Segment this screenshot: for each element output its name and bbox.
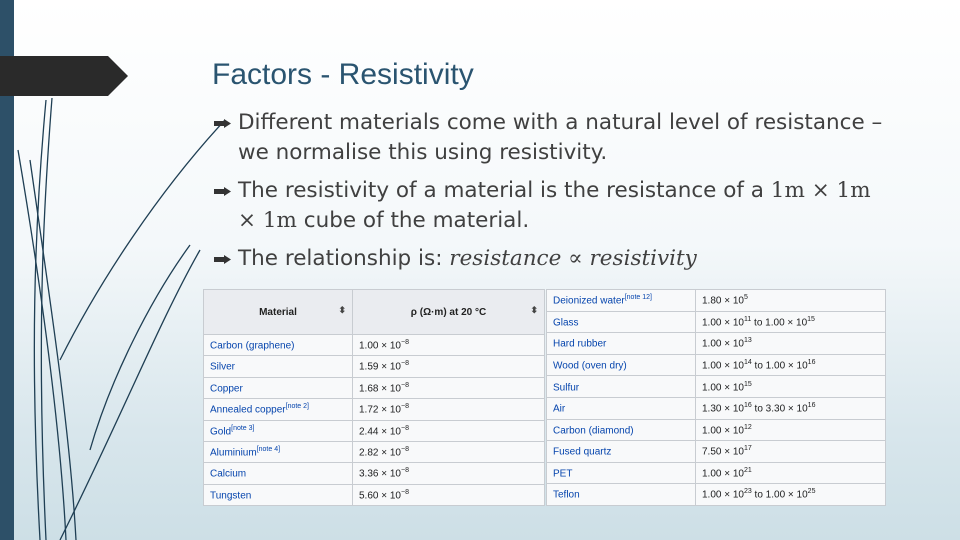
material-link[interactable]: Wood (oven dry) (553, 360, 627, 372)
resistivity-exponent: 16 (743, 402, 752, 410)
note-reference[interactable]: [note 12] (624, 294, 652, 302)
table-row (547, 419, 886, 441)
sort-icon[interactable]: ⬍ (530, 305, 538, 315)
resistivity-cell (696, 354, 886, 376)
note-reference[interactable]: [note 2] (285, 403, 309, 411)
resistivity-cell (696, 311, 886, 333)
table-row (547, 376, 886, 398)
material-link[interactable]: Copper (210, 383, 243, 395)
bullet-list (212, 108, 892, 282)
slide-title: Factors - Resistivity (212, 58, 474, 91)
material-link[interactable]: Sulfur (553, 381, 580, 393)
material-link[interactable]: PET (553, 468, 573, 480)
material-cell (547, 311, 696, 333)
resistivity-cell (696, 462, 886, 484)
resistivity-value: 2.44 × 10 (359, 425, 401, 437)
material-link[interactable]: Air (553, 403, 566, 415)
resistivity-value-upper: to 1.00 × 10 (751, 489, 808, 501)
resistivity-value: 2.82 × 10 (359, 447, 401, 459)
bullet-math: 1m × 1m × 1m (238, 178, 871, 233)
arrow-bullet-icon (214, 187, 231, 196)
material-link[interactable]: Glass (553, 317, 579, 329)
arrow-bullet-icon (214, 255, 231, 264)
resistivity-value: 1.00 × 10 (702, 360, 744, 372)
table-row (204, 356, 545, 377)
resistivity-exponent-upper: 16 (807, 358, 816, 366)
resistivity-exponent-upper: 25 (807, 488, 816, 496)
material-link[interactable]: Annealed copper (210, 404, 286, 416)
resistivity-value: 1.00 × 10 (702, 425, 744, 437)
resistivity-value-upper: to 1.00 × 10 (751, 317, 808, 329)
resistivity-exponent: −8 (400, 424, 409, 432)
bullet-text: The resistivity of a material is the resistance of a (238, 178, 771, 203)
resistivity-exponent: 12 (743, 423, 752, 431)
material-cell (547, 397, 696, 419)
material-cell (547, 290, 696, 312)
material-cell (547, 376, 696, 398)
resistivity-cell (353, 484, 545, 505)
bullet-text: The relationship is: (238, 246, 450, 271)
resistivity-exponent: 11 (743, 315, 752, 323)
bullet-item (212, 244, 892, 274)
material-link[interactable]: Aluminium (210, 447, 257, 459)
material-cell (204, 484, 353, 505)
bullet-item (212, 176, 892, 236)
material-link[interactable]: Silver (210, 361, 236, 373)
material-link[interactable]: Gold (210, 425, 232, 437)
material-cell (204, 420, 353, 441)
resistivity-value: 7.50 × 10 (702, 446, 744, 458)
resistivity-value: 1.00 × 10 (702, 381, 744, 393)
material-cell (204, 463, 353, 484)
table-row (204, 377, 545, 398)
material-cell (204, 399, 353, 420)
material-link[interactable]: Carbon (diamond) (553, 425, 634, 437)
material-link[interactable]: Teflon (553, 489, 580, 501)
table-row (547, 484, 886, 506)
material-link[interactable]: Tungsten (210, 490, 252, 502)
bullet-math: resistance ∝ resistivity (449, 246, 697, 271)
resistivity-exponent: 13 (743, 337, 752, 345)
material-cell (547, 333, 696, 355)
resistivity-table-right (546, 289, 886, 506)
resistivity-exponent: −8 (400, 445, 409, 453)
resistivity-exponent: 23 (743, 488, 752, 496)
material-cell (204, 356, 353, 377)
resistivity-exponent: −8 (400, 488, 409, 496)
resistivity-exponent: 5 (743, 294, 748, 302)
resistivity-value-upper: to 1.00 × 10 (751, 360, 808, 372)
material-cell (204, 335, 353, 356)
material-cell (547, 484, 696, 506)
table-row (547, 333, 886, 355)
note-reference[interactable]: [note 3] (231, 424, 255, 432)
material-link[interactable]: Calcium (210, 468, 247, 480)
resistivity-exponent: −8 (400, 339, 409, 347)
table-row (204, 420, 545, 441)
resistivity-cell (353, 420, 545, 441)
sort-icon[interactable]: ⬍ (338, 305, 346, 315)
table-row (204, 484, 545, 505)
resistivity-cell (353, 356, 545, 377)
resistivity-cell (696, 441, 886, 463)
resistivity-exponent: 17 (743, 445, 752, 453)
table-row (547, 354, 886, 376)
material-cell (547, 419, 696, 441)
resistivity-value: 1.00 × 10 (702, 317, 744, 329)
resistivity-exponent: −8 (400, 381, 409, 389)
resistivity-value: 1.00 × 10 (359, 340, 401, 352)
resistivity-cell (353, 377, 545, 398)
table-row (204, 441, 545, 462)
table-row (547, 290, 886, 312)
resistivity-value-upper: to 3.30 × 10 (751, 403, 808, 415)
bullet-text: Different materials come with a natural level of resistance – we normalise this using resistivity. (238, 110, 883, 165)
resistivity-exponent-upper: 16 (807, 402, 816, 410)
resistivity-value: 1.00 × 10 (702, 489, 744, 501)
resistivity-table-left (203, 289, 545, 506)
resistivity-value: 1.68 × 10 (359, 383, 401, 395)
resistivity-cell (696, 419, 886, 441)
bullet-item (212, 108, 892, 168)
bullet-text: cube of the material. (296, 208, 530, 233)
resistivity-value: 1.30 × 10 (702, 403, 744, 415)
resistivity-value: 1.59 × 10 (359, 361, 401, 373)
resistivity-value: 1.72 × 10 (359, 404, 401, 416)
material-link[interactable]: Carbon (graphene) (210, 340, 295, 352)
table-row (547, 441, 886, 463)
material-cell (547, 354, 696, 376)
table-row (547, 397, 886, 419)
title-tab-arrow (0, 56, 128, 96)
resistivity-value: 1.00 × 10 (702, 338, 744, 350)
resistivity-exponent: 14 (743, 358, 752, 366)
arrow-bullet-icon (214, 119, 231, 128)
resistivity-cell (696, 484, 886, 506)
material-cell (204, 441, 353, 462)
resistivity-exponent-upper: 15 (807, 315, 815, 323)
resistivity-value: 1.00 × 10 (702, 468, 744, 480)
table-row (547, 311, 886, 333)
table-row (547, 462, 886, 484)
material-link[interactable]: Deionized water (553, 295, 625, 307)
resistivity-exponent: −8 (400, 403, 409, 411)
resistivity-cell (353, 441, 545, 462)
resistivity-value: 1.80 × 10 (702, 295, 744, 307)
resistivity-exponent: 21 (743, 466, 752, 474)
column-header-resistivity[interactable]: ρ (Ω·m) at 20 °C ⬍ (353, 290, 545, 335)
table-row (204, 399, 545, 420)
material-cell (547, 462, 696, 484)
material-cell (547, 441, 696, 463)
resistivity-cell (696, 333, 886, 355)
resistivity-value: 3.36 × 10 (359, 468, 401, 480)
material-link[interactable]: Fused quartz (553, 446, 612, 458)
column-header-material[interactable]: Material ⬍ (204, 290, 353, 335)
resistivity-cell (353, 399, 545, 420)
material-cell (204, 377, 353, 398)
material-link[interactable]: Hard rubber (553, 338, 607, 350)
resistivity-cell (696, 397, 886, 419)
resistivity-cell (696, 376, 886, 398)
table-row (204, 335, 545, 356)
resistivity-value: 5.60 × 10 (359, 490, 401, 502)
table-row (204, 463, 545, 484)
resistivity-cell (353, 463, 545, 484)
note-reference[interactable]: [note 4] (256, 445, 281, 453)
resistivity-cell (696, 290, 886, 312)
resistivity-exponent: −8 (400, 467, 409, 475)
resistivity-exponent: −8 (400, 360, 409, 368)
resistivity-exponent: 15 (743, 380, 752, 388)
resistivity-cell (353, 335, 545, 356)
